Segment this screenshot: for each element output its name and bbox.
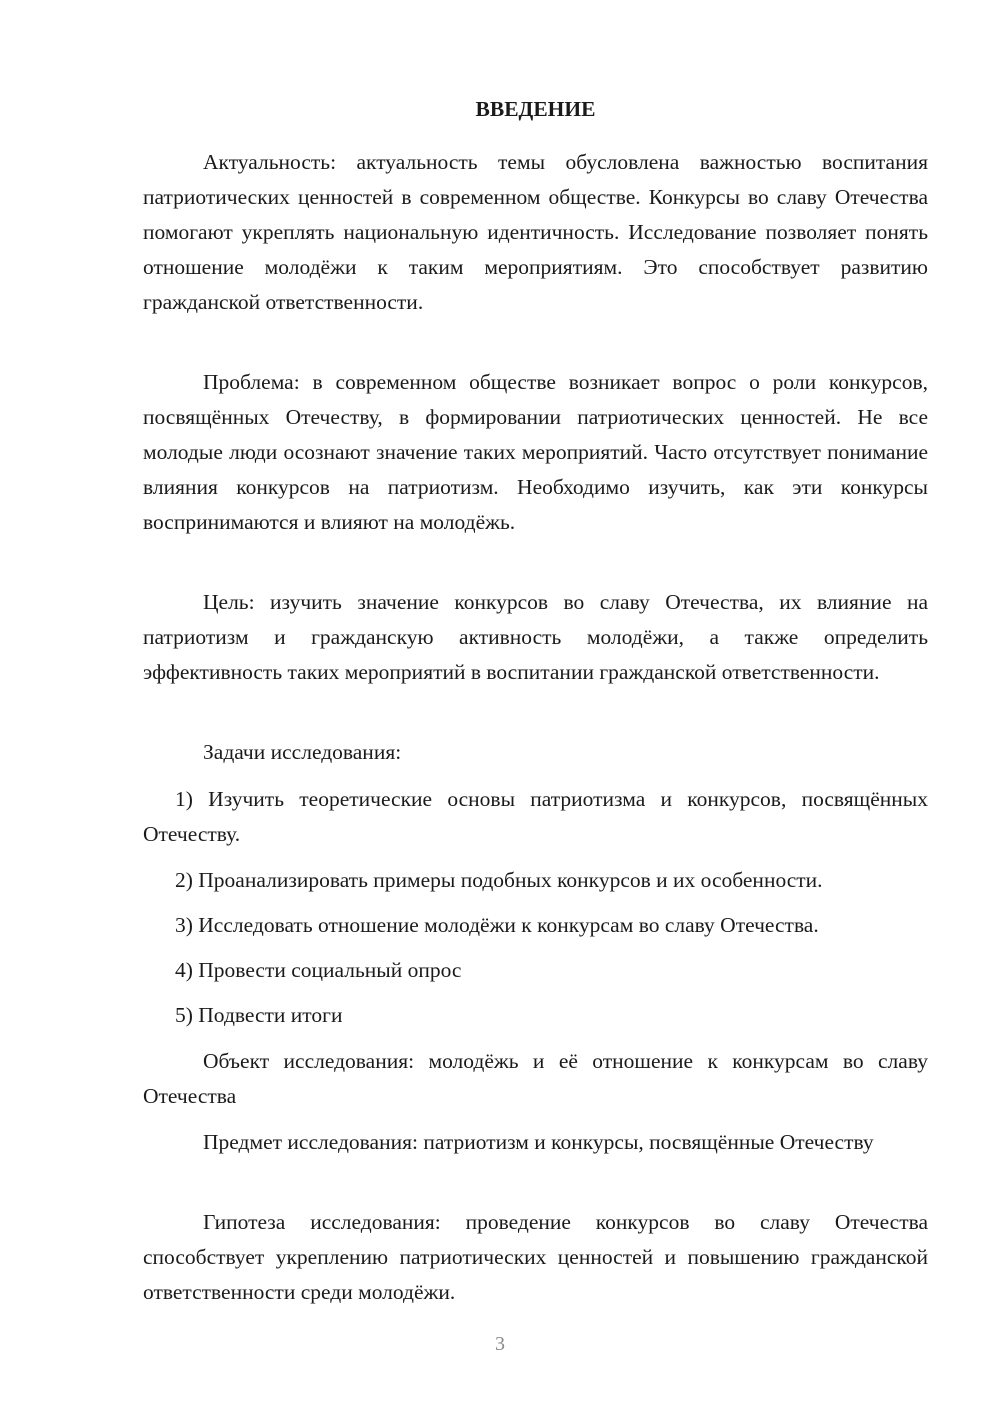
task-item-text: 5) Подвести итоги xyxy=(175,1003,343,1027)
task-item-text: 4) Провести социальный опрос xyxy=(175,958,462,982)
paragraph-hypothesis-text: Гипотеза исследования: проведение конкурсов во славу Отечества способствует укреплению патриотических ценностей и повышению гражданской ответственности среди молодёжи. xyxy=(143,1210,928,1304)
task-item-text: 2) Проанализировать примеры подобных конкурсов и их особенности. xyxy=(175,868,823,892)
task-item-text: 3) Исследовать отношение молодёжи к конкурсам во славу Отечества. xyxy=(175,913,819,937)
page-number: 3 xyxy=(495,1333,505,1355)
task-item xyxy=(143,908,928,943)
paragraph-relevance xyxy=(143,145,928,320)
task-item xyxy=(143,782,928,852)
paragraph-goal-text: Цель: изучить значение конкурсов во славу Отечества, их влияние на патриотизм и гражданскую активность молодёжи, а также определить эффективность таких мероприятий в воспитании гражданской ответственности. xyxy=(143,590,928,684)
task-item xyxy=(143,953,928,988)
paragraph-relevance-text: Актуальность: актуальность темы обусловлена важностью воспитания патриотических ценностей в современном обществе. Конкурсы во славу Отечества помогают укреплять национальную идентичность. Исследование позволяет понять отношение молодёжи к таким мероприятиям. Это способствует развитию гражданской ответственности. xyxy=(143,150,928,314)
task-item xyxy=(143,863,928,898)
tasks-heading xyxy=(143,735,928,770)
task-item xyxy=(143,998,928,1033)
paragraph-goal xyxy=(143,585,928,690)
paragraph-subject xyxy=(143,1125,928,1160)
section-title: ВВЕДЕНИЕ xyxy=(475,97,596,121)
paragraph-object xyxy=(143,1044,928,1114)
paragraph-subject-text: Предмет исследования: патриотизм и конкурсы, посвящённые Отечеству xyxy=(203,1130,874,1154)
paragraph-hypothesis xyxy=(143,1205,928,1310)
paragraph-object-text: Объект исследования: молодёжь и её отношение к конкурсам во славу Отечества xyxy=(143,1049,928,1108)
paragraph-problem xyxy=(143,365,928,540)
task-item-text: 1) Изучить теоретические основы патриотизма и конкурсов, посвящённых Отечеству. xyxy=(143,787,928,846)
paragraph-problem-text: Проблема: в современном обществе возникает вопрос о роли конкурсов, посвящённых Отечеству, в формировании патриотических ценностей. Не все молодые люди осознают значение таких мероприятий. Часто отсутствует понимание влияния конкурсов на патриотизм. Необходимо изучить, как эти конкурсы воспринимаются и влияют на молодёжь. xyxy=(143,370,928,534)
tasks-heading-text: Задачи исследования: xyxy=(203,740,402,764)
